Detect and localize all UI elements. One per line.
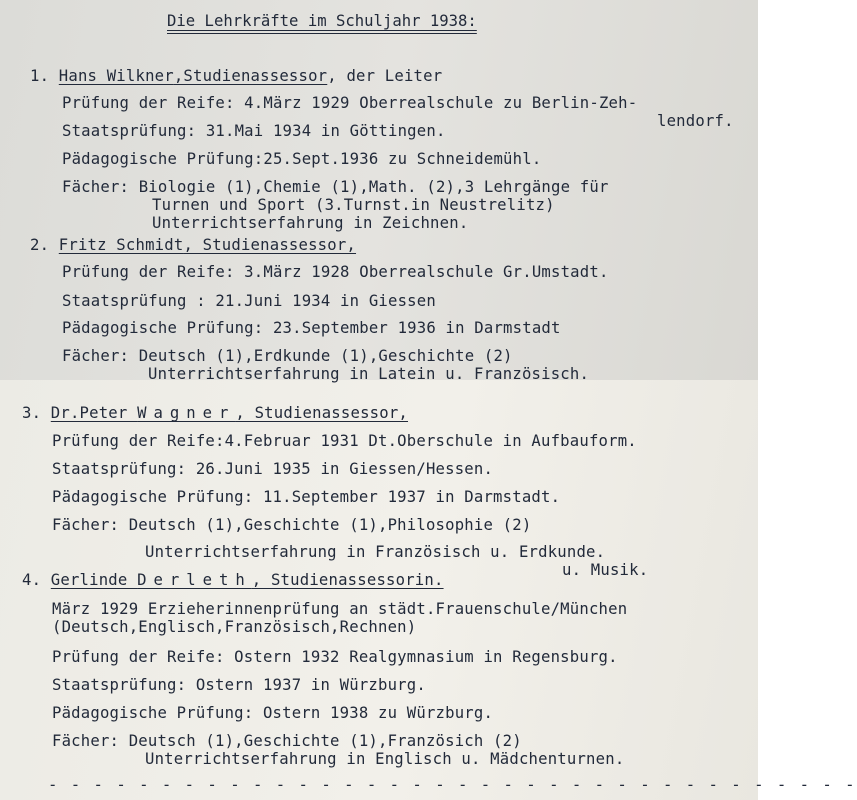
detail-line: Pädagogische Prüfung: Ostern 1938 zu Würzburg. (52, 704, 494, 722)
detail-line: Staatsprüfung: Ostern 1937 in Würzburg. (52, 676, 426, 694)
detail-line: Fächer: Deutsch (1),Erdkunde (1),Geschichte (2) (62, 347, 513, 365)
teacher-name: Gerlinde Derleth, Studienassessorin. (50, 571, 444, 589)
entry-number: 2. (30, 236, 50, 254)
detail-line: Unterrichtserfahrung in Englisch u. Mädchenturnen. (145, 750, 625, 768)
page-title: Die Lehrkräfte im Schuljahr 1938: (167, 12, 477, 30)
end-rule: - - - - - - - - - - - - - - - - - - - - - - - - - - - - - - - - - - - - (48, 776, 857, 794)
entry-number: 1. (30, 67, 50, 85)
detail-line: Prüfung der Reife: 4.März 1929 Oberrealschule zu Berlin-Zeh- (62, 94, 638, 112)
teacher-heading (30, 236, 356, 254)
entry-number: 4. (22, 571, 42, 589)
detail-line: Pädagogische Prüfung: 23.September 1936 in Darmstadt (62, 319, 561, 337)
detail-line: Pädagogische Prüfung:25.Sept.1936 zu Schneidemühl. (62, 150, 542, 168)
teacher-heading (22, 404, 408, 422)
teacher-heading (22, 571, 444, 589)
entry-number: 3. (22, 404, 42, 422)
detail-line: Prüfung der Reife: 3.März 1928 Oberrealschule Gr.Umstadt. (62, 263, 609, 281)
detail-line: Prüfung der Reife: Ostern 1932 Realgymnasium in Regensburg. (52, 648, 618, 666)
detail-line: (Deutsch,Englisch,Französisch,Rechnen) (52, 618, 417, 636)
teacher-name: Hans Wilkner,Studienassessor (58, 67, 328, 85)
detail-line: Fächer: Biologie (1),Chemie (1),Math. (2),3 Lehrgänge für (62, 178, 609, 196)
detail-line: Unterrichtserfahrung in Französisch u. Erdkunde. (145, 543, 606, 561)
detail-line: Turnen und Sport (3.Turnst.in Neustrelitz) (152, 196, 555, 214)
detail-line: Unterrichtserfahrung in Latein u. Französisch. (148, 365, 590, 383)
detail-line: Fächer: Deutsch (1),Geschichte (1),Philosophie (2) (52, 516, 532, 534)
detail-line: Staatsprüfung: 31.Mai 1934 in Göttingen. (62, 122, 446, 140)
teacher-name: Fritz Schmidt, Studienassessor, (58, 236, 357, 254)
teacher-name: Dr.Peter Wagner, Studienassessor, (50, 404, 409, 422)
detail-line: Fächer: Deutsch (1),Geschichte (1),Französich (2) (52, 732, 522, 750)
teacher-heading (30, 67, 442, 85)
detail-line: Staatsprüfung : 21.Juni 1934 in Giessen (62, 292, 436, 310)
detail-line: Prüfung der Reife:4.Februar 1931 Dt.Oberschule in Aufbauform. (52, 432, 637, 450)
detail-line: lendorf. (657, 112, 734, 130)
teacher-role: , der Leiter (327, 67, 443, 85)
detail-line: Staatsprüfung: 26.Juni 1935 in Giessen/Hessen. (52, 460, 494, 478)
detail-line: u. Musik. (562, 561, 649, 579)
detail-line: März 1929 Erzieherinnenprüfung an städt.Frauenschule/München (52, 600, 628, 618)
detail-line: Pädagogische Prüfung: 11.September 1937 in Darmstadt. (52, 488, 561, 506)
detail-line: Unterrichtserfahrung in Zeichnen. (152, 214, 469, 232)
